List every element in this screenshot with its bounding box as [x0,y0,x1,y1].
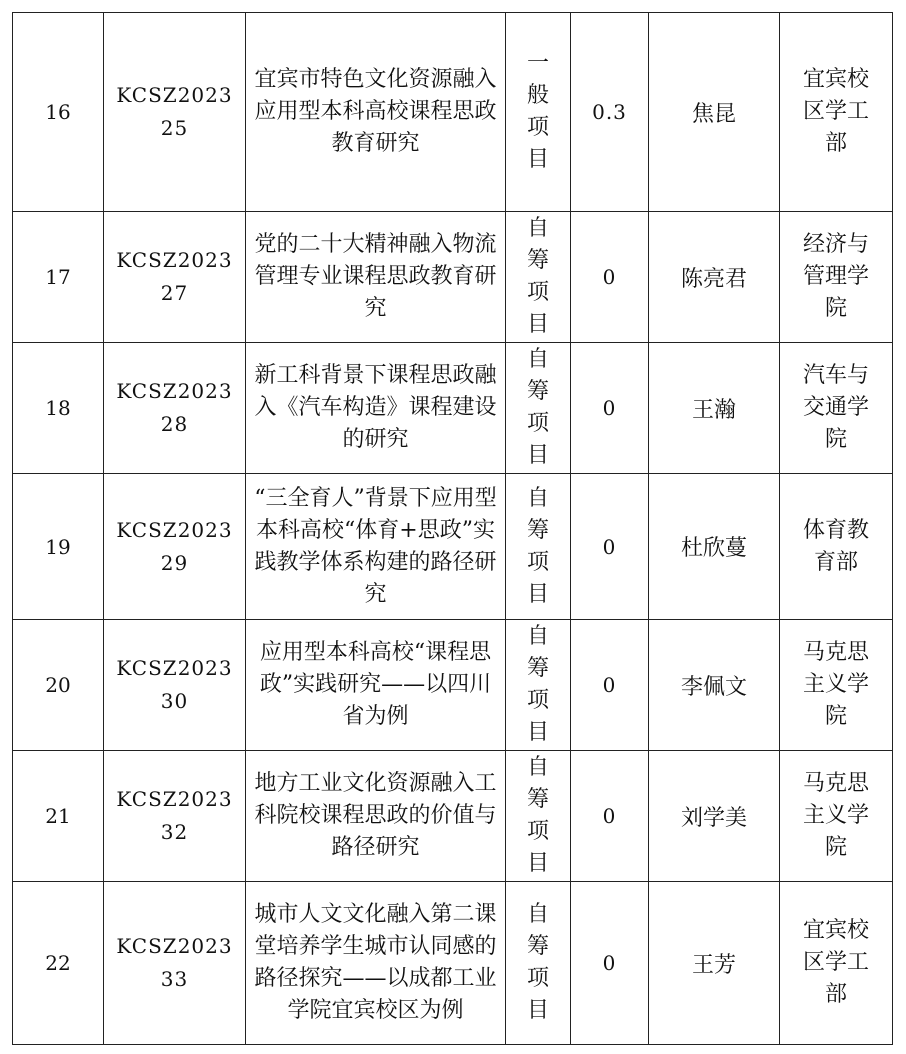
project-department: 经济与管理学院 [780,212,893,343]
project-title: “三全育人”背景下应用型本科高校“体育+思政”实践教学体系构建的路径研究 [246,474,506,620]
row-number: 18 [13,343,104,474]
project-type: 自筹项目 [506,620,571,751]
project-code: KCSZ202329 [104,474,246,620]
project-title: 地方工业文化资源融入工科院校课程思政的价值与路径研究 [246,751,506,882]
project-leader: 陈亮君 [649,212,780,343]
row-number: 19 [13,474,104,620]
project-type: 自筹项目 [506,212,571,343]
project-funding: 0 [571,751,649,882]
project-leader: 李佩文 [649,620,780,751]
project-code: KCSZ202327 [104,212,246,343]
project-department: 汽车与交通学院 [780,343,893,474]
table-row [13,212,893,343]
row-number: 20 [13,620,104,751]
row-number: 16 [13,13,104,212]
project-funding: 0 [571,343,649,474]
project-leader: 王芳 [649,882,780,1045]
project-leader: 王瀚 [649,343,780,474]
project-leader: 刘学美 [649,751,780,882]
project-leader: 焦昆 [649,13,780,212]
project-code: KCSZ202328 [104,343,246,474]
project-table [12,12,893,1045]
project-type: 自筹项目 [506,343,571,474]
project-funding: 0.3 [571,13,649,212]
project-code: KCSZ202332 [104,751,246,882]
project-code: KCSZ202325 [104,13,246,212]
project-funding: 0 [571,620,649,751]
project-type: 自筹项目 [506,882,571,1045]
table-row [13,620,893,751]
project-department: 宜宾校区学工部 [780,882,893,1045]
project-title: 新工科背景下课程思政融入《汽车构造》课程建设的研究 [246,343,506,474]
row-number: 21 [13,751,104,882]
row-number: 22 [13,882,104,1045]
project-code: KCSZ202333 [104,882,246,1045]
project-type: 一般项目 [506,13,571,212]
table-row [13,882,893,1045]
project-title: 党的二十大精神融入物流管理专业课程思政教育研究 [246,212,506,343]
project-department: 马克思主义学院 [780,620,893,751]
project-code: KCSZ202330 [104,620,246,751]
project-title: 城市人文文化融入第二课堂培养学生城市认同感的路径探究——以成都工业学院宜宾校区为例 [246,882,506,1045]
project-funding: 0 [571,212,649,343]
table-row [13,474,893,620]
project-type: 自筹项目 [506,474,571,620]
project-leader: 杜欣蔓 [649,474,780,620]
project-department: 体育教育部 [780,474,893,620]
project-department: 马克思主义学院 [780,751,893,882]
table-row [13,751,893,882]
project-title: 应用型本科高校“课程思政”实践研究——以四川省为例 [246,620,506,751]
project-table-container [12,12,892,1045]
project-funding: 0 [571,882,649,1045]
project-funding: 0 [571,474,649,620]
table-row [13,13,893,212]
project-type: 自筹项目 [506,751,571,882]
project-department: 宜宾校区学工部 [780,13,893,212]
table-row [13,343,893,474]
row-number: 17 [13,212,104,343]
project-title: 宜宾市特色文化资源融入应用型本科高校课程思政教育研究 [246,13,506,212]
